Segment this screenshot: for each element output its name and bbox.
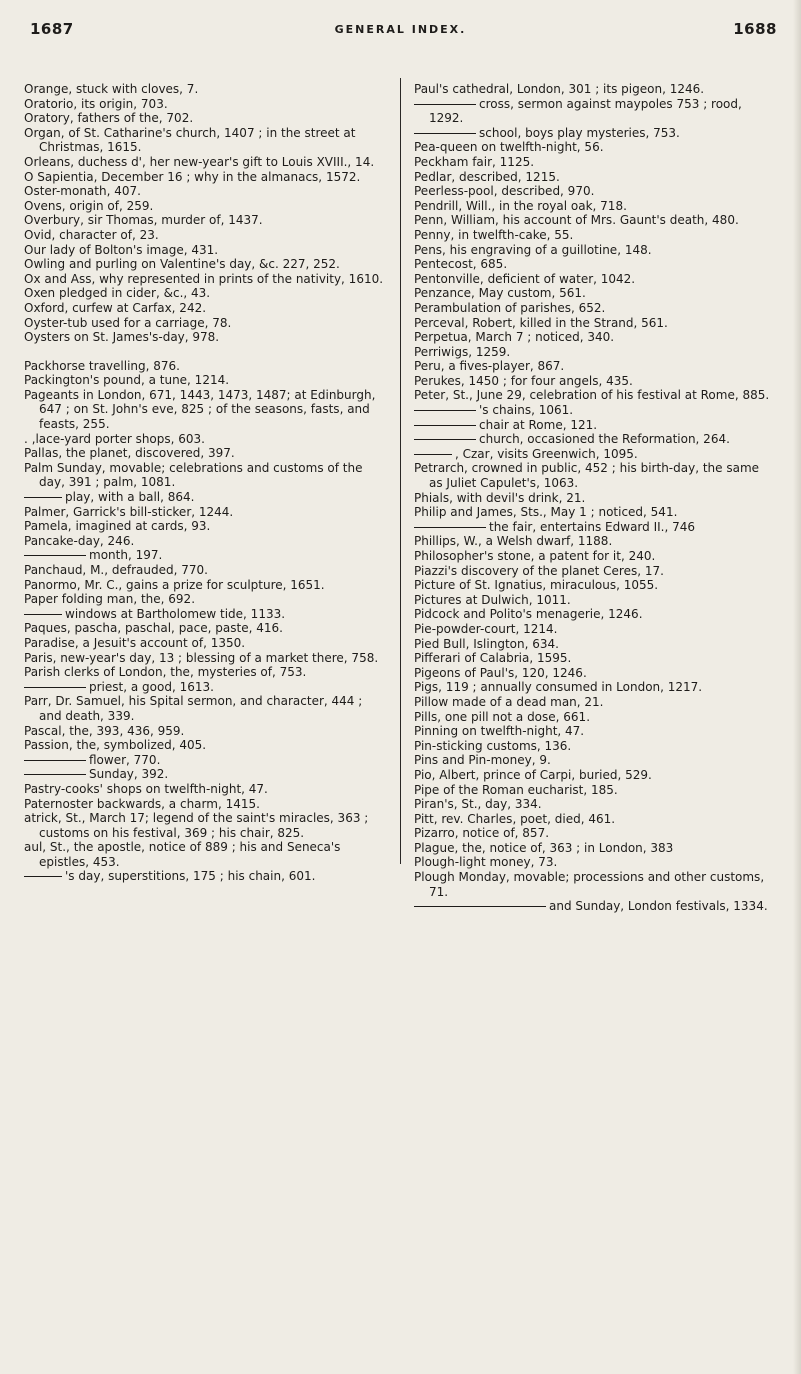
index-entry: Perpetua, March 7 ; noticed, 340. [414,330,615,345]
index-entry: Pied Bull, Islington, 634. [414,636,559,651]
index-entry: Orange, stuck with cloves, 7. [24,82,199,96]
index-entry: Overbury, sir Thomas, murder of, 1437. [24,213,263,228]
right-page-number: 1688 [733,20,777,38]
page-edge-shadow [793,0,801,1374]
ditto-rule [24,555,86,556]
index-entry: atrick, St., March 17; legend of the saint's miracles, 363 ; customs on his festival, 369 ; his chair, 825. [24,811,369,840]
index-subentry: Sunday, 392. [24,767,384,782]
ditto-rule [414,906,546,907]
index-subentry: school, boys play mysteries, 753. [414,126,774,141]
index-entry: Peerless-pool, described, 970. [414,184,595,199]
index-entry: Pinning on twelfth-night, 47. [414,724,585,739]
index-entry: Philosopher's stone, a patent for it, 240. [414,549,656,563]
index-entry: Ovid, character of, 23. [24,227,159,242]
ditto-rule [24,614,62,615]
index-entry: Plough Monday, movable; processions and other customs, 71. [414,870,765,899]
left-page-number: 1687 [30,20,74,38]
index-entry: Pancake-day, 246. [24,533,135,548]
index-entry: Panormo, Mr. C., gains a prize for sculpture, 1651. [24,577,325,592]
index-entry: Piran's, St., day, 334. [414,797,542,812]
left-column [24,82,384,884]
page-header [0,0,801,60]
index-entry: Piazzi's discovery of the planet Ceres, 17. [414,563,664,578]
index-entry: Oratory, fathers of the, 702. [24,111,194,126]
index-subentry: and Sunday, London festivals, 1334. [414,899,774,914]
index-entry: Peckham fair, 1125. [414,154,535,169]
index-entry: Pillow made of a dead man, 21. [414,694,604,709]
index-entry: Pictures at Dulwich, 1011. [414,592,571,607]
index-entry: Pifferari of Calabria, 1595. [414,651,572,666]
index-entry: Peter, St., June 29, celebration of his festival at Rome, 885. [414,388,770,403]
index-subentry: 's day, superstitions, 175 ; his chain, 601. [24,869,384,884]
index-entry: Paper folding man, the, 692. [24,592,196,607]
index-entry: Orleans, duchess d', her new-year's gift to Louis XVIII., 14. [24,154,375,169]
index-subentry: the fair, entertains Edward II., 746 [414,520,774,535]
ditto-rule [414,133,476,134]
index-subentry: play, with a ball, 864. [24,490,384,505]
index-entry: aul, St., the apostle, notice of 889 ; his and Seneca's epistles, 453. [24,840,341,869]
right-column [414,82,774,914]
index-entry: Pidcock and Polito's menagerie, 1246. [414,607,643,622]
ditto-rule [414,527,486,528]
index-entry: Pallas, the planet, discovered, 397. [24,446,235,461]
index-entry: Organ, of St. Catharine's church, 1407 ; in the street at Christmas, 1615. [24,125,356,155]
index-entry: Pageants in London, 671, 1443, 1473, 1487; at Edinburgh, 647 ; on St. John's eve, 825 ; of the seasons, fasts, and feasts, 255. [24,387,376,432]
index-entry: Palm Sunday, movable; celebrations and customs of the day, 391 ; palm, 1081. [24,460,363,490]
index-entry: Ovens, origin of, 259. [24,198,154,213]
index-entry: Penzance, May custom, 561. [414,286,586,301]
index-entry: Passion, the, symbolized, 405. [24,738,207,753]
ditto-rule [414,410,476,411]
index-entry: Oratorio, its origin, 703. [24,96,168,111]
index-subentry: flower, 770. [24,753,384,768]
ditto-rule [24,876,62,877]
index-subentry: month, 197. [24,548,384,563]
index-entry: Pills, one pill not a dose, 661. [414,709,591,724]
index-entry: Pamela, imagined at cards, 93. [24,519,211,534]
index-entry: Pendrill, Will., in the royal oak, 718. [414,198,627,213]
index-entry: Parish clerks of London, the, mysteries of, 753. [24,665,307,680]
index-entry: Perambulation of parishes, 652. [414,300,606,315]
index-entry: Pens, his engraving of a guillotine, 148. [414,242,652,257]
index-entry: Pentonville, deficient of water, 1042. [414,271,636,286]
index-subentry: windows at Bartholomew tide, 1133. [24,607,384,622]
index-entry: Panchaud, M., defrauded, 770. [24,563,208,577]
index-entry: Pigs, 119 ; annually consumed in London, 1217. [414,680,703,695]
index-entry: Pascal, the, 393, 436, 959. [24,723,185,738]
index-entry: Penny, in twelfth-cake, 55. [414,227,574,242]
index-entry: O Sapientia, December 16 ; why in the almanacs, 1572. [24,169,361,184]
index-entry: Paradise, a Jesuit's account of, 1350. [24,635,246,650]
ditto-rule [414,104,476,105]
index-entry: Pentecost, 685. [414,257,508,272]
ditto-rule [24,687,86,688]
index-entry: Oxen pledged in cider, &c., 43. [24,286,211,301]
index-entry: Pea-queen on twelfth-night, 56. [414,140,604,155]
index-entry: Perriwigs, 1259. [414,344,511,359]
index-entry: Pio, Albert, prince of Carpi, buried, 529. [414,767,652,782]
index-entry: Paul's cathedral, London, 301 ; its pigeon, 1246. [414,82,705,96]
index-entry: Plague, the, notice of, 363 ; in London, 383 [414,840,674,855]
index-entry: Penn, William, his account of Mrs. Gaunt's death, 480. [414,213,739,228]
index-entry: Oyster-tub used for a carriage, 78. [24,315,232,330]
index-entry: Palmer, Garrick's bill-sticker, 1244. [24,504,234,519]
index-entry: Plough-light money, 73. [414,855,558,870]
index-entry: Pizarro, notice of, 857. [414,826,550,841]
index-subentry: church, occasioned the Reformation, 264. [414,432,774,447]
index-entry: Pastry-cooks' shops on twelfth-night, 47. [24,781,268,796]
index-entry: Picture of St. Ignatius, miraculous, 1055. [414,578,659,593]
index-entry: Pin-sticking customs, 136. [414,738,572,753]
index-entry: Pigeons of Paul's, 120, 1246. [414,665,587,680]
index-entry: Peru, a fives-player, 867. [414,359,565,374]
index-entry: . ‚lace-yard porter shops, 603. [24,431,205,446]
index-entry: Paris, new-year's day, 13 ; blessing of a market there, 758. [24,650,379,665]
index-subentry: priest, a good, 1613. [24,680,384,695]
ditto-rule [24,774,86,775]
ditto-rule [24,760,86,761]
index-entry: Packington's pound, a tune, 1214. [24,373,230,388]
ditto-rule [414,454,452,455]
index-entry: Our lady of Bolton's image, 431. [24,242,219,257]
index-entry: Pipe of the Roman eucharist, 185. [414,782,618,797]
index-entry: Petrarch, crowned in public, 452 ; his birth-day, the same as Juliet Capulet's, 1063. [414,461,760,491]
ditto-rule [414,439,476,440]
index-subentry: , Czar, visits Greenwich, 1095. [414,447,774,462]
index-entry: Owling and purling on Valentine's day, &c. 227, 252. [24,257,340,272]
index-entry: Oysters on St. James's-day, 978. [24,330,220,345]
index-entry: Perukes, 1450 ; for four angels, 435. [414,373,633,388]
index-entry: Phillips, W., a Welsh dwarf, 1188. [414,534,613,549]
index-subentry: 's chains, 1061. [414,403,774,418]
index-entry: Philip and James, Sts., May 1 ; noticed, 541. [414,505,678,520]
index-entry: Parr, Dr. Samuel, his Spital sermon, and character, 444 ; and death, 339. [24,694,363,723]
index-entry: Oxford, curfew at Carfax, 242. [24,300,207,315]
index-entry: Ox and Ass, why represented in prints of the nativity, 1610. [24,271,384,286]
index-entry: Pedlar, described, 1215. [414,169,560,184]
index-subentry: cross, sermon against maypoles 753 ; rood, 1292. [414,97,774,126]
index-subentry: chair at Rome, 121. [414,418,774,433]
index-entry: Pie-powder-court, 1214. [414,621,558,636]
index-entry: Packhorse travelling, 876. [24,358,180,373]
index-entry: Pitt, rev. Charles, poet, died, 461. [414,811,616,826]
index-entry: Perceval, Robert, killed in the Strand, 561. [414,315,668,330]
column-divider [400,78,401,864]
ditto-rule [24,497,62,498]
index-entry: Oster-monath, 407. [24,184,141,199]
index-entry: Phials, with devil's drink, 21. [414,490,586,505]
index-entry: Paternoster backwards, a charm, 1415. [24,796,260,811]
ditto-rule [414,425,476,426]
index-entry: Pins and Pin-money, 9. [414,753,551,768]
index-title: GENERAL INDEX. [334,23,467,36]
index-entry: Paques, pascha, paschal, pace, paste, 416. [24,621,283,636]
